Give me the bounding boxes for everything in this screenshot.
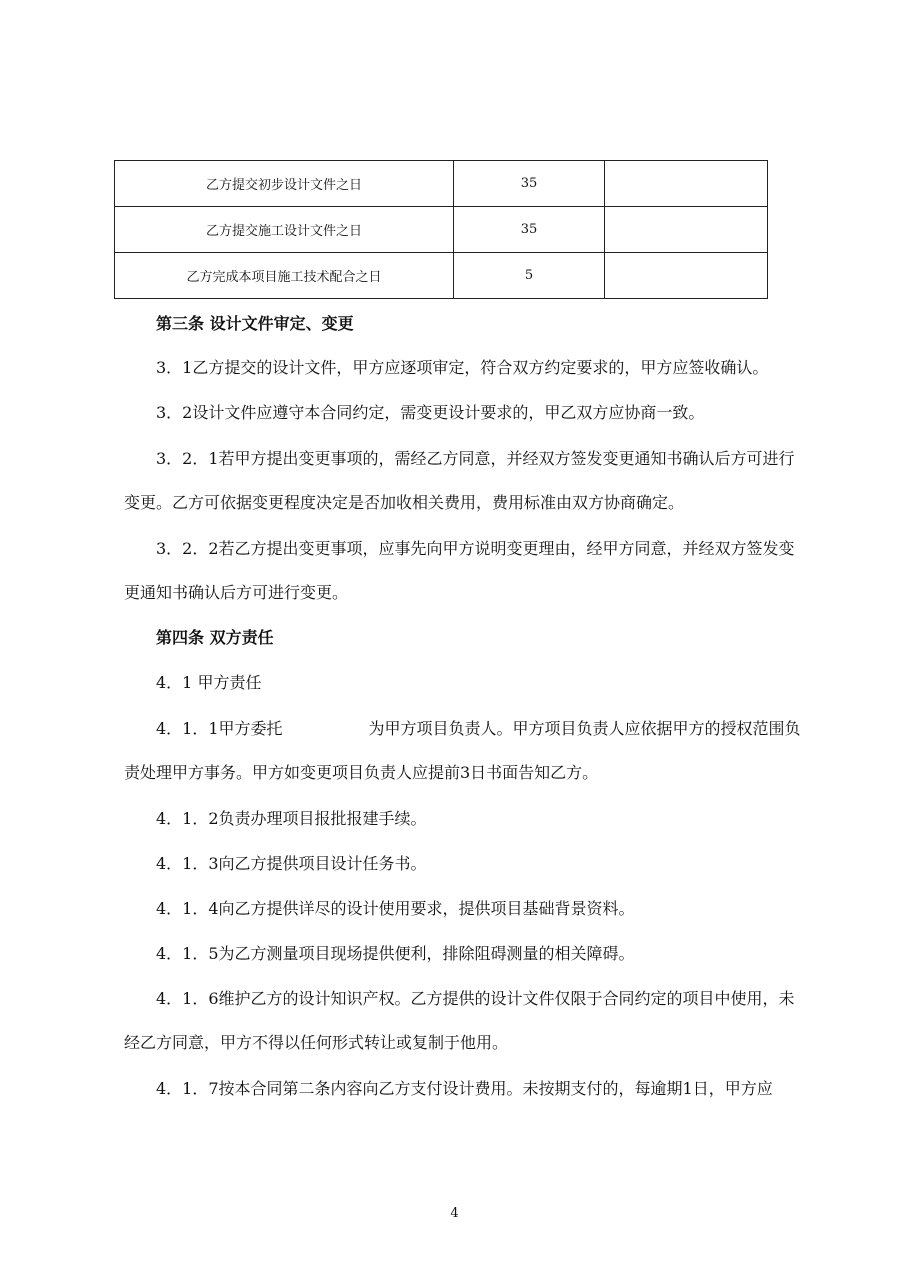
payment-schedule-table <box>114 160 768 299</box>
section-4-1-heading: 4．1 甲方责任 <box>156 673 262 692</box>
table-cell-item: 乙方完成本项目施工技术配合之日 <box>115 253 454 299</box>
clause-4-1-3: 4．1．3向乙方提供项目设计任务书。 <box>156 854 427 873</box>
table-row <box>115 207 768 253</box>
article-4-heading: 第四条 双方责任 <box>156 628 274 647</box>
page-number: 4 <box>450 1206 459 1221</box>
clause-3-2: 3．2设计文件应遵守本合同约定，需变更设计要求的，甲乙双方应协商一致。 <box>156 403 705 422</box>
clause-4-1-7: 4．1．7按本合同第二条内容向乙方支付设计费用。未按期支付的，每逾期1日，甲方应 <box>156 1079 773 1098</box>
table-cell-extra <box>605 161 768 207</box>
table-cell-value: 5 <box>454 253 605 299</box>
clause-4-1-1-rest: 为甲方项目负责人。甲方项目负责人应依据甲方的授权范围负责处理甲方事务。甲方如变更项目负责人应提前3日书面告知乙方。 <box>124 719 801 782</box>
clause-4-1-5: 4．1．5为乙方测量项目现场提供便利，排除阻碍测量的相关障碍。 <box>156 944 635 963</box>
clause-4-1-6: 4．1．6维护乙方的设计知识产权。乙方提供的设计文件仅限于合同约定的项目中使用，未经乙方同意，甲方不得以任何形式转让或复制于他用。 <box>124 989 795 1052</box>
table-cell-item: 乙方提交施工设计文件之日 <box>115 207 454 253</box>
clause-4-1-1-lead: 4．1．1甲方委托 <box>156 719 283 738</box>
table-cell-item: 乙方提交初步设计文件之日 <box>115 161 454 207</box>
table-cell-extra <box>605 207 768 253</box>
article-3-heading: 第三条 设计文件审定、变更 <box>156 314 354 333</box>
clause-4-1-2: 4．1．2负责办理项目报批报建手续。 <box>156 809 427 828</box>
table-row <box>115 253 768 299</box>
table-cell-value: 35 <box>454 207 605 253</box>
clause-3-1: 3．1乙方提交的设计文件，甲方应逐项审定，符合双方约定要求的，甲方应签收确认。 <box>156 358 769 377</box>
clause-4-1-1 <box>124 707 804 795</box>
clause-4-1-4: 4．1．4向乙方提供详尽的设计使用要求，提供项目基础背景资料。 <box>156 899 635 918</box>
clause-3-2-2: 3．2．2若乙方提出变更事项，应事先向甲方说明变更理由，经甲方同意，并经双方签发变更通知书确认后方可进行变更。 <box>124 539 795 602</box>
table-row <box>115 161 768 207</box>
table-cell-extra <box>605 253 768 299</box>
table-cell-value: 35 <box>454 161 605 207</box>
clause-3-2-1: 3．2．1若甲方提出变更事项的，需经乙方同意，并经双方签发变更通知书确认后方可进行变更。乙方可依据变更程度决定是否加收相关费用，费用标准由双方协商确定。 <box>124 449 795 512</box>
